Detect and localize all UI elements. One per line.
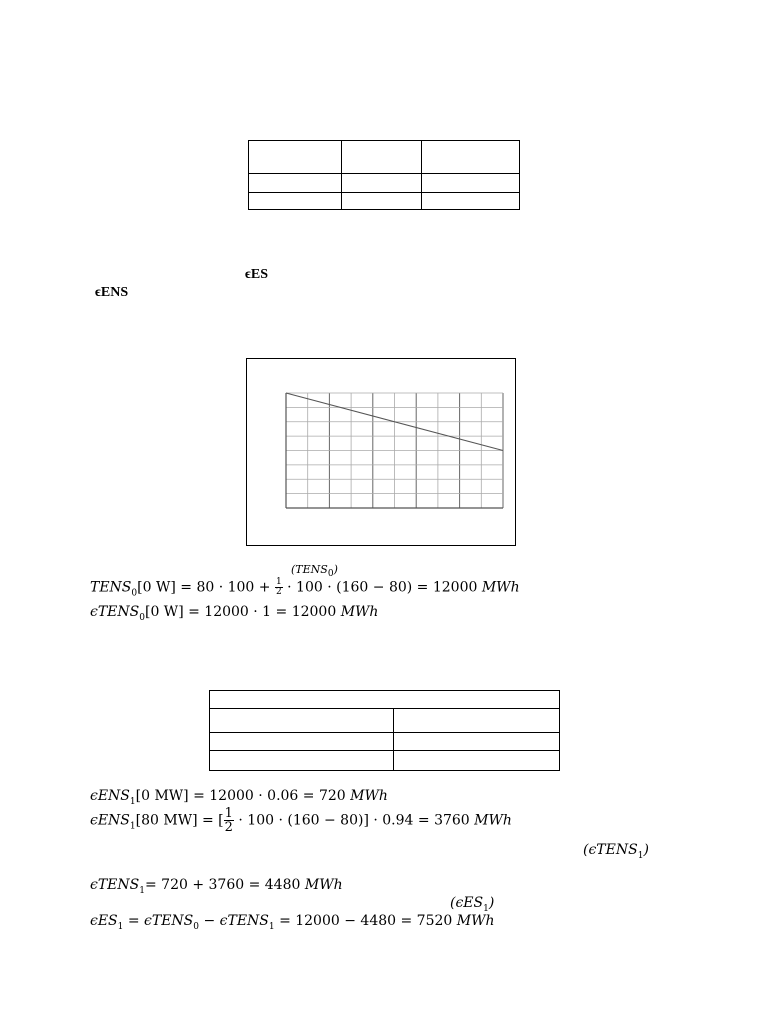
label-ens: ϵENS: [95, 285, 129, 300]
f2-lhs: ϵTENS: [90, 604, 140, 620]
label-es: ϵES: [245, 267, 269, 282]
tens1-tag: [583, 842, 649, 861]
f6-b: = ϵTENS: [127, 913, 194, 929]
f4-frac-num: 1: [224, 806, 233, 821]
table-2-cell: [394, 751, 560, 771]
table-2-cell: [210, 709, 394, 733]
f5-lhs-sub: 1: [139, 885, 145, 896]
f6-c-sub: 1: [268, 921, 275, 932]
f4-lhs-sub: 1: [129, 821, 136, 832]
f6-unit: MWh: [456, 913, 495, 929]
formula-etens1: [90, 877, 343, 896]
f2-unit: MWh: [340, 604, 379, 620]
f1-frac-num: 1: [275, 577, 282, 587]
tens1-tag-sub: 1: [637, 850, 644, 861]
f6-a-sub: 1: [117, 921, 124, 932]
f1-rhs: · 100 · (160 − 80) = 12000: [287, 579, 478, 596]
es1-tag-sub: 1: [483, 903, 489, 914]
tens1-tag-open: (ϵTENS: [583, 842, 638, 858]
tens0-tag: [291, 563, 338, 579]
f6-c: − ϵTENS: [203, 913, 269, 929]
formula-ees1: [90, 913, 495, 932]
f4-unit: MWh: [474, 812, 512, 829]
f3-rest: [0 MW] = 12000 · 0.06 = 720: [135, 788, 346, 804]
f6-b-sub: 0: [193, 921, 199, 932]
f2-rest: [0 W] = 12000 · 1 = 12000: [144, 604, 337, 620]
f4-rest: [80 MW] = [: [135, 812, 224, 829]
formula-eens1-0mw: [90, 788, 388, 807]
chart-grid: [286, 393, 503, 508]
es1-tag: [450, 895, 494, 914]
f1-lhs-sub: 0: [131, 588, 138, 599]
f6-a: ϵES: [90, 913, 118, 929]
f5-lhs: ϵTENS: [90, 877, 140, 893]
f1-frac-den: 2: [275, 587, 282, 597]
formula-tens0: [90, 578, 520, 598]
es1-tag-close: ): [488, 895, 495, 911]
table-2-cell: [210, 733, 394, 751]
f4-frac-den: 2: [224, 820, 233, 835]
f1-lhs-rest: [0 W] = 80 · 100 +: [137, 579, 271, 596]
f4-fraction: [224, 807, 234, 834]
f3-lhs: ϵENS: [90, 788, 130, 804]
f6-d: = 12000 − 4480 = 7520: [279, 913, 453, 929]
f5-unit: MWh: [304, 877, 343, 893]
f1-unit: MWh: [481, 579, 520, 596]
f4-rhs: · 100 · (160 − 80)] · 0.94 = 3760: [238, 812, 470, 829]
table-2-cell: [394, 709, 560, 733]
es1-tag-open: (ϵES: [450, 895, 484, 911]
f5-rest: = 720 + 3760 = 4480: [144, 877, 301, 893]
f1-fraction: [275, 578, 283, 597]
tens0-tag-open: (TENS: [291, 563, 328, 576]
tens0-tag-close: ): [333, 563, 338, 576]
tens1-tag-close: ): [643, 842, 649, 858]
table-2-header-cell: [210, 691, 560, 709]
formula-eens1-80mw: [90, 807, 512, 834]
table-2-cell: [394, 733, 560, 751]
table-2-cell: [210, 751, 394, 771]
f3-lhs-sub: 1: [129, 796, 136, 807]
formula-etens0: [90, 604, 378, 623]
tens0-tag-sub: 0: [327, 569, 334, 580]
table-2: [209, 690, 560, 771]
f4-lhs: ϵENS: [90, 812, 130, 829]
f2-lhs-sub: 0: [139, 612, 145, 623]
f3-unit: MWh: [350, 788, 388, 804]
f1-lhs: TENS: [90, 579, 132, 596]
